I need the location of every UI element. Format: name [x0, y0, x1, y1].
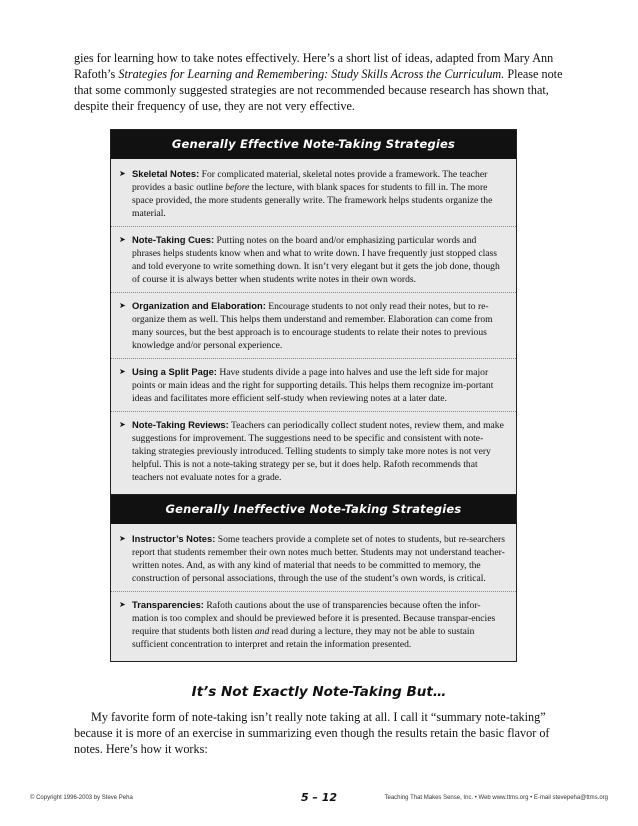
item-text: Putting notes on the board and/or emphasizing particular words and phrases helps students know when and what to write down. I have frequently just stopped class and told everyone to write something down. It isn’t very elegant but it gets the job done, though of course it is always better when students write notes in their own words.	[132, 235, 500, 285]
list-item-note-taking-reviews	[111, 412, 516, 490]
item-text: Rafoth cautions about the use of transparencies because often the infor-mation is too complex and should be previewed before it is presented. Because transpar-encies require that students both listen	[132, 600, 496, 637]
list-item-skeletal-notes	[111, 161, 516, 227]
list-item-instructors-notes	[111, 526, 516, 592]
item-text: Have students divide a page into halves and use the left side for major points or main ideas and the right for supporting details. This helps them recognize im-portant ideas and facilitates more efficient self-study when reviewing notes at a later date.	[132, 367, 494, 404]
arrow-bullet-icon: ➤	[119, 235, 126, 244]
intro-text-start: gies for learning how to take notes effectively. Here’s a short list of ideas, adapted from Mary Ann Rafoth’s	[74, 51, 554, 81]
arrow-bullet-icon: ➤	[119, 534, 126, 543]
footer-contact: Teaching That Makes Sense, Inc. • Web www.ttms.org • E-mail stevepeha@ttms.org	[384, 795, 608, 801]
intro-text-end: Please note that some commonly suggested strategies are not recommended because research has shown that, despite their frequency of use, they are not very effective.	[74, 67, 563, 113]
intro-paragraph	[74, 50, 570, 114]
list-item-note-taking-cues	[111, 227, 516, 293]
ineffective-strategies-box	[110, 494, 517, 662]
section-subheading: It’s Not Exactly Note-Taking But…	[191, 684, 447, 700]
page-number: 5 – 12	[300, 791, 338, 804]
item-emphasis: and	[254, 626, 270, 637]
item-term: Transparencies:	[132, 599, 204, 610]
book-title: Strategies for Learning and Remembering: Study Skills Across the Curriculum.	[118, 67, 505, 81]
item-term: Skeletal Notes:	[132, 168, 200, 179]
item-term: Organization and Elaboration:	[132, 300, 266, 311]
arrow-bullet-icon: ➤	[119, 301, 126, 310]
arrow-bullet-icon: ➤	[119, 367, 126, 376]
item-text: Encourage students to not only read their notes, but to re-organize them as well. This helps them understand and remember. Elaboration can come from many sources, but the best approach is to encourage students to relate their notes to previous knowledge and/or personal experience.	[132, 301, 493, 351]
item-text: Some teachers provide a complete set of notes to students, but re-searchers report that students remember their own notes much better. Students may not understand teacher-written notes. And, as with any kind of material that needs to be committed to memory, the construction of personal associations, through the use of the student’s own words, is critical.	[132, 534, 505, 584]
item-text: For complicated material, skeletal notes provide a framework. The teacher provides a basic outline	[132, 169, 488, 193]
footer-copyright: © Copyright 1996-2003 by Steve Peha	[30, 795, 133, 801]
item-text-end: read during a lecture, they may not be able to sustain sufficient concentration to interpret and retain the information presented.	[132, 626, 475, 650]
item-text: Teachers can periodically collect student notes, review them, and make suggestions for improvement. The suggestions need to be specific and consistent with note-taking strategies previously introduced. Telling students to simply take more notes is not very helpful. This is not a note-taking strategy per se, but it does help. Rafoth recommends that teachers not evaluate notes for a grade.	[132, 420, 504, 483]
ineffective-strategies-title: Generally Ineffective Note-Taking Strategies	[111, 495, 516, 524]
item-term: Note-Taking Cues:	[132, 234, 215, 245]
closing-paragraph: My favorite form of note-taking isn’t really note taking at all. I call it “summary note-taking” because it is more of an exercise in summarizing even though the results retain the basic flavor of notes. Here’s how it works:	[74, 710, 550, 756]
effective-strategies-title: Generally Effective Note-Taking Strategies	[111, 130, 516, 159]
item-text-end: the lecture, with blank spaces for students to fill in. The more space provided, the more students generally write. The framework helps students organize the material.	[132, 182, 493, 219]
ineffective-strategies-list	[111, 524, 516, 661]
arrow-bullet-icon: ➤	[119, 600, 126, 609]
list-item-split-page	[111, 359, 516, 412]
page-footer	[30, 793, 608, 809]
item-term: Note-Taking Reviews:	[132, 419, 229, 430]
arrow-bullet-icon: ➤	[119, 169, 126, 178]
effective-strategies-list	[111, 159, 516, 494]
item-term: Using a Split Page:	[132, 366, 217, 377]
effective-strategies-box	[110, 129, 517, 495]
item-term: Instructor’s Notes:	[132, 533, 216, 544]
item-emphasis: before	[225, 182, 250, 193]
list-item-organization-elaboration	[111, 293, 516, 359]
list-item-transparencies	[111, 592, 516, 657]
arrow-bullet-icon: ➤	[119, 420, 126, 429]
